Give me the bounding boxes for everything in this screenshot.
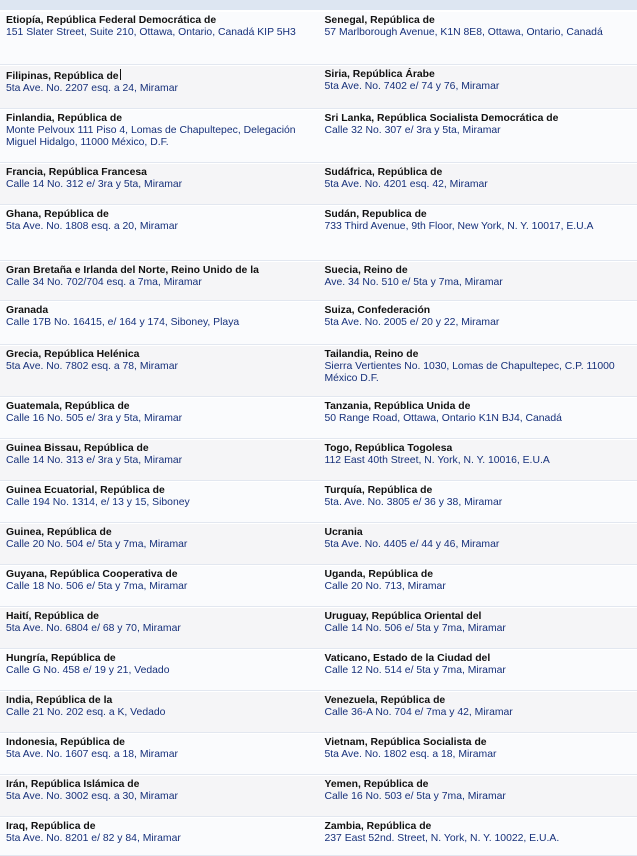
embassy-entry-right — [319, 164, 637, 204]
embassy-address: Calle 17B No. 16415, e/ 164 y 174, Siboney, Playa — [6, 317, 319, 329]
text-cursor — [120, 69, 121, 80]
row-divider — [0, 162, 637, 163]
table-row — [0, 776, 637, 816]
country-name: Guyana, República Cooperativa de — [6, 569, 319, 581]
embassy-entry-right — [319, 608, 637, 648]
embassy-address: Calle 32 No. 307 e/ 3ra y 5ta, Miramar — [325, 125, 637, 137]
row-divider — [0, 732, 637, 733]
embassy-address: 5ta Ave. No. 7402 e/ 74 y 76, Miramar — [325, 81, 637, 93]
country-name: Guinea, República de — [6, 527, 319, 539]
country-name: Guatemala, República de — [6, 401, 319, 413]
embassy-entry-left — [0, 440, 319, 480]
embassy-address: Calle 20 No. 504 e/ 5ta y 7ma, Miramar — [6, 539, 319, 551]
embassy-address: 5ta Ave. No. 8201 e/ 82 y 84, Miramar — [6, 833, 319, 845]
embassy-entry-right — [319, 302, 637, 344]
country-name: Suiza, Confederación — [325, 305, 637, 317]
row-divider — [0, 108, 637, 109]
embassy-entry-right — [319, 66, 637, 108]
embassy-address: 5ta Ave. No. 1607 esq. a 18, Miramar — [6, 749, 319, 761]
embassy-address: Ave. 34 No. 510 e/ 5ta y 7ma, Miramar — [325, 277, 637, 289]
embassy-address: Calle 34 No. 702/704 esq. a 7ma, Miramar — [6, 277, 319, 289]
embassy-entry-right — [319, 566, 637, 606]
embassy-address: Calle 21 No. 202 esq. a K, Vedado — [6, 707, 319, 719]
embassy-entry-left — [0, 12, 319, 64]
row-divider — [0, 344, 637, 345]
embassy-address: Calle 36-A No. 704 e/ 7ma y 42, Miramar — [325, 707, 637, 719]
table-row — [0, 12, 637, 64]
country-name: Etiopía, República Federal Democrática de — [6, 15, 319, 27]
embassy-address: 733 Third Avenue, 9th Floor, New York, N. Y. 10017, E.U.A — [325, 221, 637, 233]
embassy-address: Calle 14 No. 313 e/ 3ra y 5ta, Miramar — [6, 455, 319, 467]
row-divider — [0, 648, 637, 649]
embassy-address: Monte Pelvoux 111 Piso 4, Lomas de Chapultepec, Delegación Miguel Hidalgo, 11000 México, D.F. — [6, 125, 319, 149]
embassy-address: 5ta Ave. No. 2005 e/ 20 y 22, Miramar — [325, 317, 637, 329]
country-name: Senegal, República de — [325, 15, 637, 27]
embassy-address: Calle G No. 458 e/ 19 y 21, Vedado — [6, 665, 319, 677]
country-name: Sudán, Republica de — [325, 209, 637, 221]
country-name: Suecia, Reino de — [325, 265, 637, 277]
country-name: Uganda, República de — [325, 569, 637, 581]
row-divider — [0, 396, 637, 397]
country-name: Hungría, República de — [6, 653, 319, 665]
embassy-address: 5ta Ave. No. 6804 e/ 68 y 70, Miramar — [6, 623, 319, 635]
country-name: Vaticano, Estado de la Ciudad del — [325, 653, 637, 665]
country-name: Ghana, República de — [6, 209, 319, 221]
country-name: Zambia, República de — [325, 821, 637, 833]
embassy-address: 5ta Ave. No. 4405 e/ 44 y 46, Miramar — [325, 539, 637, 551]
table-row — [0, 346, 637, 396]
country-name: Venezuela, República de — [325, 695, 637, 707]
country-name: Sri Lanka, República Socialista Democrática de — [325, 113, 637, 125]
embassy-entry-left — [0, 734, 319, 774]
embassy-address: 57 Marlborough Avenue, K1N 8E8, Ottawa, Ontario, Canadá — [325, 27, 637, 39]
table-row — [0, 734, 637, 774]
embassy-entry-right — [319, 818, 637, 855]
embassy-entry-left — [0, 302, 319, 344]
embassy-address: Calle 14 No. 312 e/ 3ra y 5ta, Miramar — [6, 179, 319, 191]
table-row — [0, 650, 637, 690]
country-name: Sudáfrica, República de — [325, 167, 637, 179]
embassy-entry-right — [319, 346, 637, 396]
embassy-entry-left — [0, 692, 319, 732]
header-strip — [0, 0, 637, 10]
row-divider — [0, 564, 637, 565]
country-name: Ucrania — [325, 527, 637, 539]
embassy-entry-left — [0, 206, 319, 260]
embassy-address: Calle 14 No. 506 e/ 5ta y 7ma, Miramar — [325, 623, 637, 635]
embassy-address: Sierra Vertientes No. 1030, Lomas de Chapultepec, C.P. 11000 México D.F. — [325, 361, 637, 385]
row-divider — [0, 64, 637, 65]
embassy-entry-right — [319, 398, 637, 438]
country-name: Haití, República de — [6, 611, 319, 623]
table-row — [0, 398, 637, 438]
country-name: Tanzania, República Unida de — [325, 401, 637, 413]
table-row — [0, 206, 637, 260]
country-name: Grecia, República Helénica — [6, 349, 319, 361]
table-row — [0, 302, 637, 344]
embassy-address: Calle 16 No. 503 e/ 5ta y 7ma, Miramar — [325, 791, 637, 803]
embassy-address: Calle 18 No. 506 e/ 5ta y 7ma, Miramar — [6, 581, 319, 593]
embassy-entry-left — [0, 566, 319, 606]
embassy-entry-right — [319, 110, 637, 162]
embassy-address: 5ta Ave. No. 1808 esq. a 20, Miramar — [6, 221, 319, 233]
embassy-entry-right — [319, 12, 637, 64]
embassy-entry-right — [319, 776, 637, 816]
country-name: Finlandia, República de — [6, 113, 319, 125]
country-name: Turquía, República de — [325, 485, 637, 497]
embassy-entry-right — [319, 206, 637, 260]
embassy-entry-right — [319, 650, 637, 690]
country-name: Guinea Bissau, República de — [6, 443, 319, 455]
country-name: Yemen, República de — [325, 779, 637, 791]
country-name: Gran Bretaña e Irlanda del Norte, Reino Unido de la — [6, 265, 319, 277]
table-row — [0, 110, 637, 162]
embassy-entry-left — [0, 66, 319, 108]
row-divider — [0, 774, 637, 775]
country-name: Guinea Ecuatorial, República de — [6, 485, 319, 497]
table-row — [0, 818, 637, 855]
embassy-entry-right — [319, 524, 637, 564]
embassy-entry-right — [319, 440, 637, 480]
country-name: Filipinas, República de — [6, 69, 319, 83]
table-row — [0, 440, 637, 480]
row-divider — [0, 690, 637, 691]
country-name: Granada — [6, 305, 319, 317]
embassy-entry-right — [319, 262, 637, 300]
row-divider — [0, 522, 637, 523]
table-row — [0, 566, 637, 606]
embassy-entry-left — [0, 110, 319, 162]
table-row — [0, 692, 637, 732]
row-divider — [0, 480, 637, 481]
embassy-entry-left — [0, 482, 319, 522]
embassy-entry-left — [0, 346, 319, 396]
embassy-address: Calle 20 No. 713, Miramar — [325, 581, 637, 593]
row-divider — [0, 438, 637, 439]
country-name: Uruguay, República Oriental del — [325, 611, 637, 623]
table-row — [0, 524, 637, 564]
country-name: Tailandia, Reino de — [325, 349, 637, 361]
embassy-entry-left — [0, 398, 319, 438]
row-divider — [0, 606, 637, 607]
embassy-address: 237 East 52nd. Street, N. York, N. Y. 10022, E.U.A. — [325, 833, 637, 845]
table-row — [0, 66, 637, 108]
embassy-entry-right — [319, 692, 637, 732]
table-row — [0, 482, 637, 522]
country-name: Vietnam, República Socialista de — [325, 737, 637, 749]
embassy-address: 5ta Ave. No. 1802 esq. a 18, Miramar — [325, 749, 637, 761]
table-row — [0, 262, 637, 300]
embassy-address: 151 Slater Street, Suite 210, Ottawa, Ontario, Canadá KIP 5H3 — [6, 27, 319, 39]
embassy-entry-right — [319, 734, 637, 774]
embassy-address: 5ta Ave. No. 2207 esq. a 24, Miramar — [6, 83, 319, 95]
embassy-entry-right — [319, 482, 637, 522]
embassy-address: 50 Range Road, Ottawa, Ontario K1N BJ4, Canadá — [325, 413, 637, 425]
row-divider — [0, 260, 637, 261]
country-name: Francia, República Francesa — [6, 167, 319, 179]
embassy-entry-left — [0, 262, 319, 300]
embassy-entry-left — [0, 524, 319, 564]
embassy-address: 112 East 40th Street, N. York, N. Y. 10016, E.U.A — [325, 455, 637, 467]
embassy-entry-left — [0, 818, 319, 855]
embassy-address: 5ta Ave. No. 4201 esq. 42, Miramar — [325, 179, 637, 191]
country-name: Siria, República Árabe — [325, 69, 637, 81]
row-divider — [0, 816, 637, 817]
embassy-entry-left — [0, 608, 319, 648]
embassy-entry-left — [0, 164, 319, 204]
country-name: Irán, República Islámica de — [6, 779, 319, 791]
country-name: Indonesia, República de — [6, 737, 319, 749]
row-divider — [0, 204, 637, 205]
embassy-address: 5ta. Ave. No. 3805 e/ 36 y 38, Miramar — [325, 497, 637, 509]
embassy-address: Calle 12 No. 514 e/ 5ta y 7ma, Miramar — [325, 665, 637, 677]
row-divider — [0, 300, 637, 301]
country-name: India, República de la — [6, 695, 319, 707]
country-name: Togo, República Togolesa — [325, 443, 637, 455]
country-name: Iraq, República de — [6, 821, 319, 833]
embassy-address: Calle 194 No. 1314, e/ 13 y 15, Siboney — [6, 497, 319, 509]
embassy-address: Calle 16 No. 505 e/ 3ra y 5ta, Miramar — [6, 413, 319, 425]
table-row — [0, 608, 637, 648]
embassy-address: 5ta Ave. No. 3002 esq. a 30, Miramar — [6, 791, 319, 803]
embassy-entry-left — [0, 776, 319, 816]
embassy-address: 5ta Ave. No. 7802 esq. a 78, Miramar — [6, 361, 319, 373]
table-row — [0, 164, 637, 204]
embassy-entry-left — [0, 650, 319, 690]
